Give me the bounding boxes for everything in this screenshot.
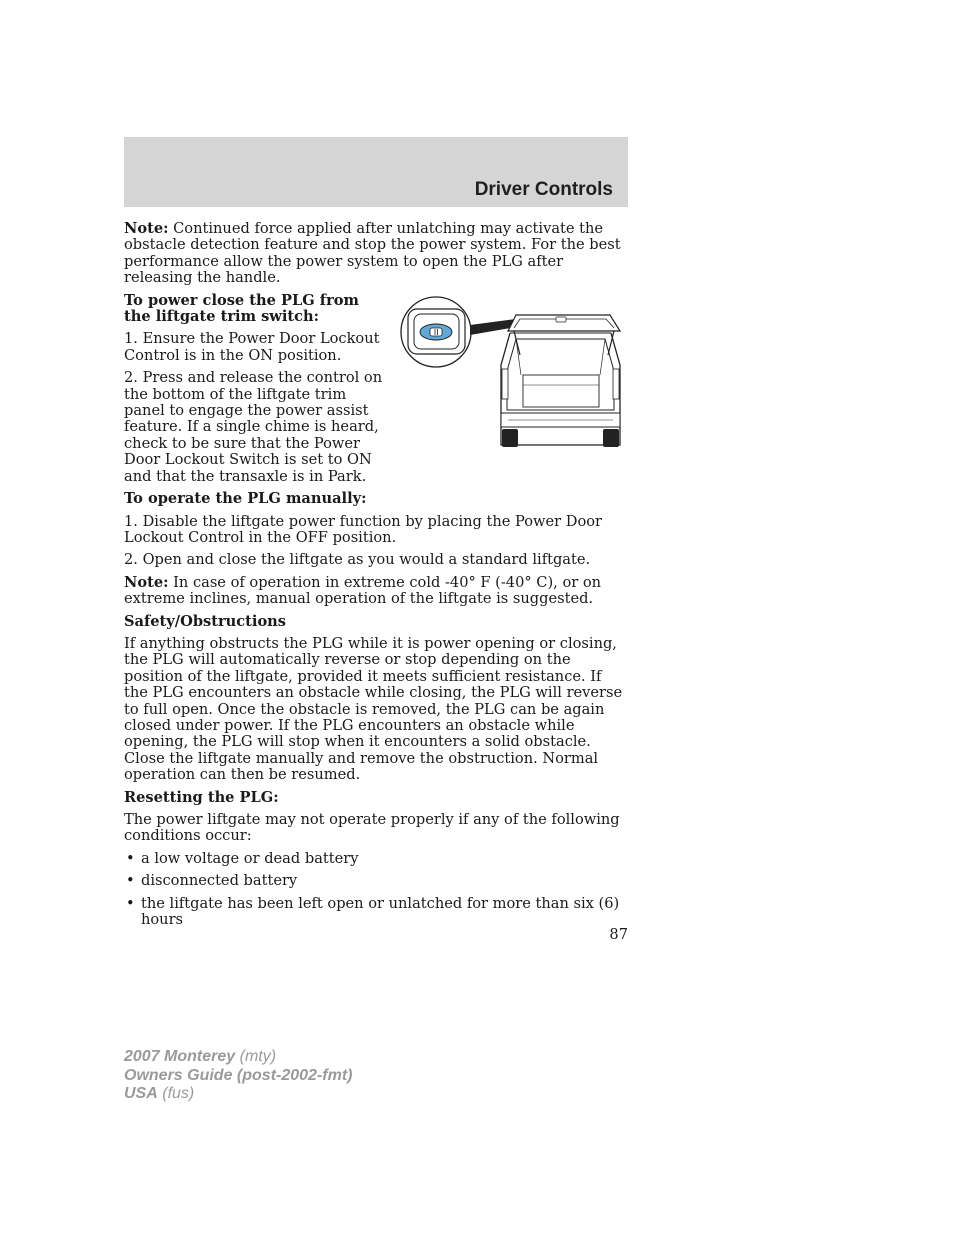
document-footer bbox=[124, 1048, 352, 1104]
footer-line-2: Owners Guide (post-2002-fmt) bbox=[124, 1066, 353, 1084]
note-label: Note: bbox=[124, 220, 169, 237]
safety-heading: Safety/Obstructions bbox=[124, 612, 287, 630]
note-paragraph-2 bbox=[124, 575, 628, 608]
power-close-heading: To power close the PLG from the liftgate trim switch: bbox=[124, 291, 359, 326]
note-paragraph bbox=[124, 221, 628, 287]
bullet-icon: • bbox=[126, 849, 135, 867]
manual-step-2: 2. Open and close the liftgate as you would a standard liftgate. bbox=[124, 551, 591, 569]
list-item: • the liftgate has been left open or unlatched for more than six (6) hours bbox=[126, 894, 620, 929]
list-item: • a low voltage or dead battery bbox=[126, 849, 359, 867]
page-content bbox=[124, 221, 628, 934]
bullet-icon: • bbox=[126, 872, 135, 890]
liftgate-trim-switch-illustration bbox=[396, 295, 624, 450]
note-label-2: Note: bbox=[124, 573, 169, 591]
footer-line-1: 2007 Monterey (mty) bbox=[124, 1048, 277, 1065]
power-close-section bbox=[124, 293, 628, 491]
note-text: Continued force applied after unlatching may activate the obstacle detection feature and stop the power system. For the best performance allow the power system to open the PLG after releasing the handle. bbox=[124, 220, 621, 287]
note-text-2: In case of operation in extreme cold -40° F (-40° C), or on extreme inclines, manual operation of the liftgate is suggested. bbox=[124, 573, 602, 608]
list-item: • disconnected battery bbox=[126, 872, 298, 890]
page-number: 87 bbox=[609, 926, 628, 943]
resetting-heading: Resetting the PLG: bbox=[124, 788, 279, 806]
power-close-text bbox=[124, 293, 386, 491]
power-close-step-1: 1. Ensure the Power Door Lockout Control is in the ON position. bbox=[124, 330, 380, 364]
resetting-intro: The power liftgate may not operate properly if any of the following conditions occur: bbox=[124, 811, 620, 845]
footer-line-3: USA (fus) bbox=[124, 1085, 195, 1102]
safety-text: If anything obstructs the PLG while it is power opening or closing, the PLG will automatically reverse or stop depending on the position of the liftgate, provided it meets sufficient resistance. If the PLG encounters an obstacle while closing, the PLG will reverse to full open. Once the obstacle is removed, the PLG can be again closed under power. If the PLG encounters an obstacle while opening, the PLG will stop when it encounters a solid obstacle. Close the liftgate manually and remove the obstruction. Normal operation can then be resumed. bbox=[124, 634, 623, 784]
conditions-list bbox=[124, 851, 628, 929]
manual-heading: To operate the PLG manually: bbox=[124, 490, 367, 508]
manual-step-1: 1. Disable the liftgate power function by placing the Power Door Lockout Control in the OFF position. bbox=[124, 512, 603, 546]
bullet-icon: • bbox=[126, 894, 135, 912]
section-title: Driver Controls bbox=[474, 179, 613, 200]
power-close-step-2: 2. Press and release the control on the bottom of the liftgate trim panel to engage the power assist feature. If a single chime is heard, check to be sure that the Power Door Lockout Switch is set to ON and that the transaxle is in Park. bbox=[124, 369, 383, 485]
section-header bbox=[124, 137, 628, 207]
